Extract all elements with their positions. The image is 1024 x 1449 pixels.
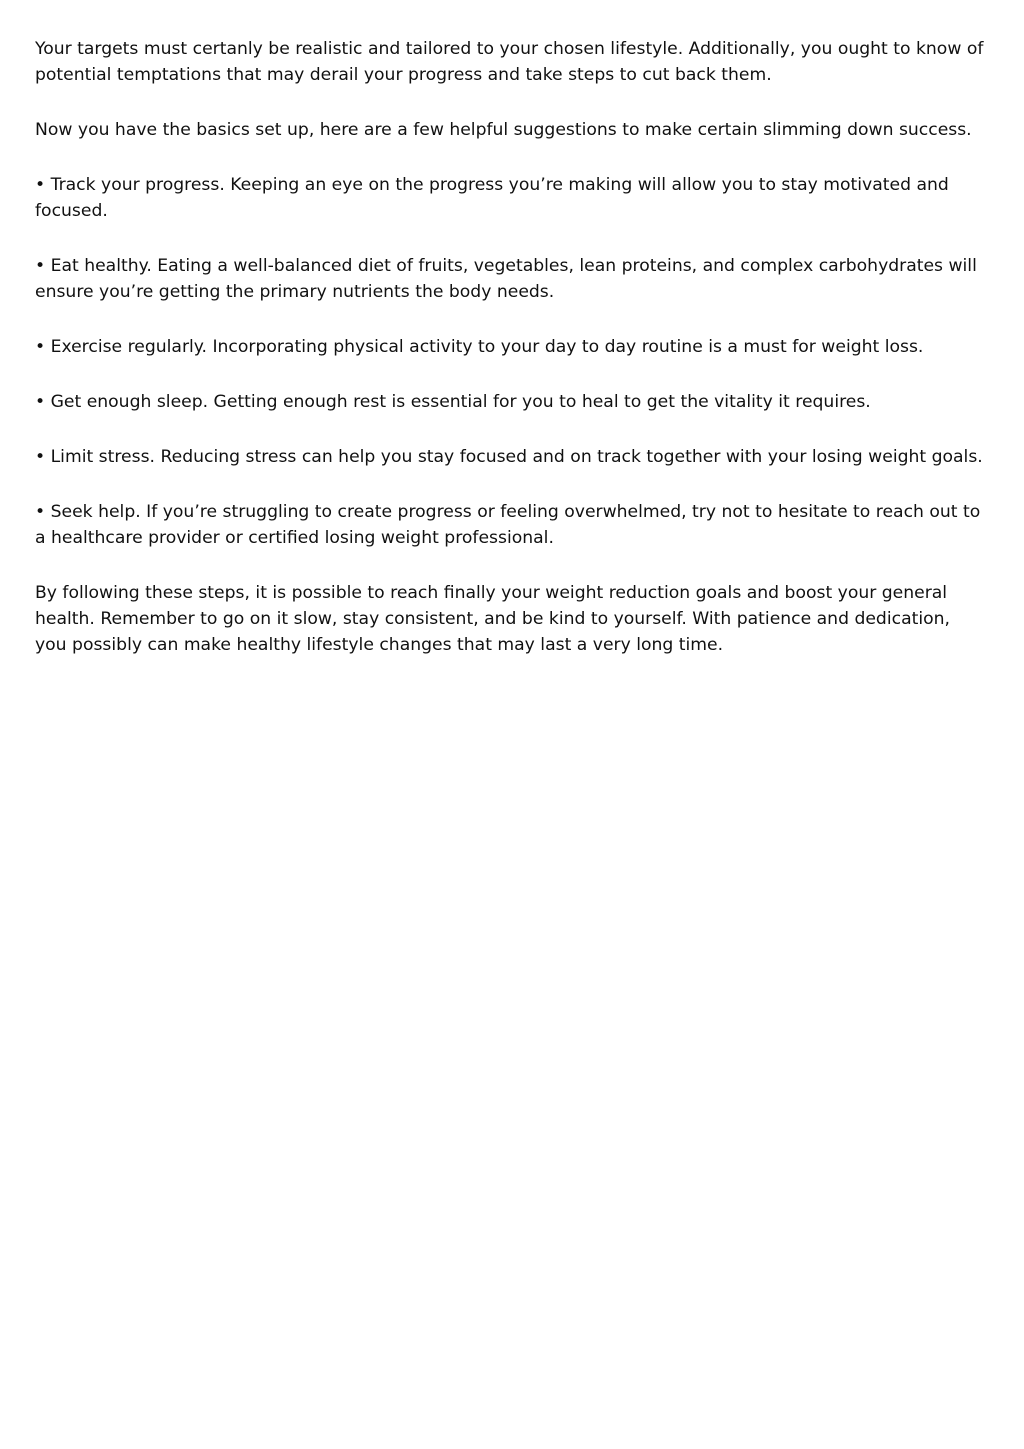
suggestions-intro-paragraph: Now you have the basics set up, here are a few helpful suggestions to make certain slimming down success. [35,120,972,140]
tip-track-progress: • Track your progress. Keeping an eye on the progress you’re making will allow you to stay motivated and focused. [35,175,949,221]
tip-seek-help: • Seek help. If you’re struggling to create progress or feeling overwhelmed, try not to hesitate to reach out to a healthcare provider or certified losing weight professional. [35,502,981,548]
document-body [35,36,985,687]
tip-eat-healthy: • Eat healthy. Eating a well-balanced diet of fruits, vegetables, lean proteins, and complex carbohydrates will ensure you’re getting the primary nutrients the body needs. [35,256,977,302]
tip-limit-stress: • Limit stress. Reducing stress can help you stay focused and on track together with your losing weight goals. [35,447,983,467]
tip-sleep: • Get enough sleep. Getting enough rest is essential for you to heal to get the vitality it requires. [35,392,871,412]
conclusion-paragraph: By following these steps, it is possible to reach finally your weight reduction goals and boost your general health. Remember to go on it slow, stay consistent, and be kind to yourself. With patience and dedication, you possibly can make healthy lifestyle changes that may last a very long time. [35,583,950,655]
tip-exercise: • Exercise regularly. Incorporating physical activity to your day to day routine is a must for weight loss. [35,337,924,357]
intro-paragraph: Your targets must certanly be realistic and tailored to your chosen lifestyle. Additionally, you ought to know of potential temptations that may derail your progress and take steps to cut back them. [35,39,984,85]
